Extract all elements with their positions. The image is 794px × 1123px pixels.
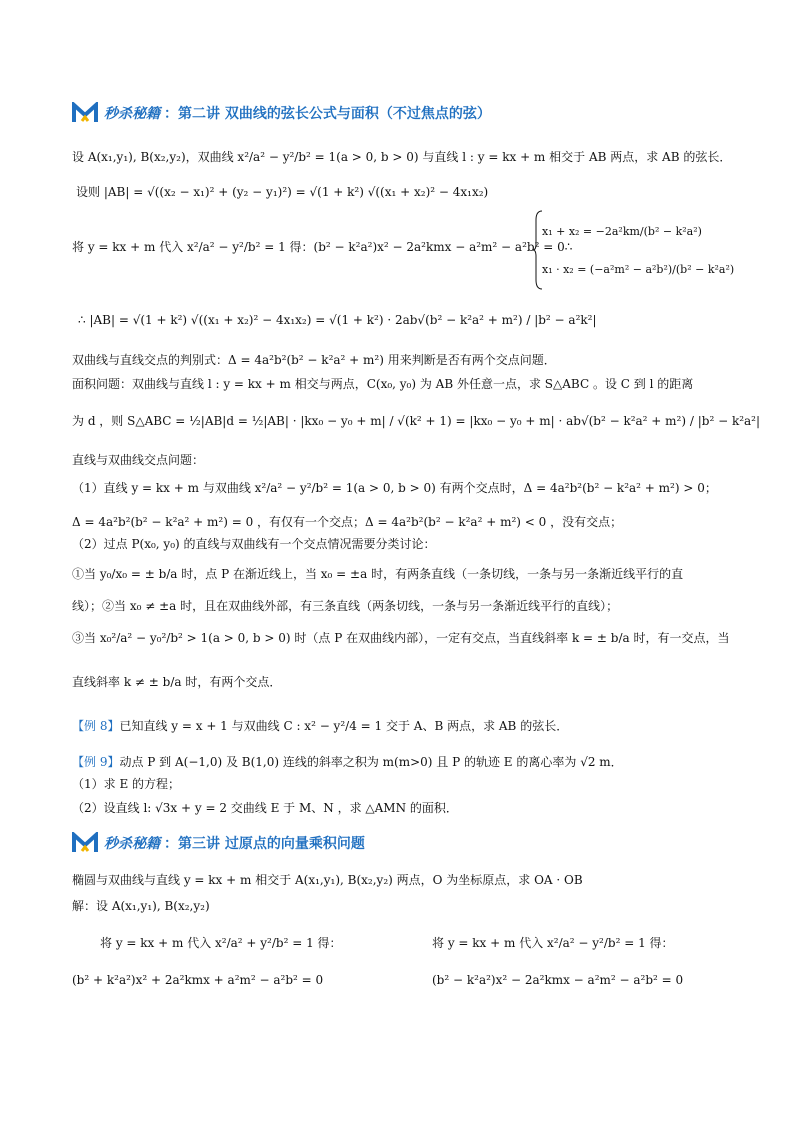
text-line: ③当 x₀²/a² − y₀²/b² > 1(a > 0, b > 0) 时（点 P 在双曲线内部），一定有交点，当直线斜率 k = ± b/a 时，有一交点，当 <box>72 631 730 645</box>
text-line: （1）直线 y = kx + m 与双曲线 x²/a² − y²/b² = 1(a > 0, b > 0) 有两个交点时，Δ = 4a²b²(b² − k²a² + m²) > 0； <box>72 481 717 495</box>
logo-icon <box>72 832 98 854</box>
text-line: (b² − k²a²)x² − 2a²kmx − a²m² − a²b² = 0 <box>432 973 684 987</box>
text-line: 双曲线与直线交点的判别式：Δ = 4a²b²(b² − k²a² + m²) 用来判断是否有两个交点问题． <box>72 353 556 367</box>
text-line: ①当 y₀/x₀ = ± b/a 时，点 P 在渐近线上，当 x₀ = ±a 时，有两条直线（一条切线，一条与另一条渐近线平行的直 <box>72 567 684 581</box>
text-line: 线）；②当 x₀ ≠ ±a 时，且在双曲线外部，有三条直线（两条切线，一条与另一条渐近线平行的直线）； <box>72 599 619 613</box>
text-line: 为 d ，则 S△ABC = ½|AB|d = ½|AB| · |kx₀ − y₀ + m| / √(k² + 1) = |kx₀ − y₀ + m| · ab√(b² − k²a² + m²) / |b² − k²a²| <box>72 414 761 428</box>
text-line: ∴ |AB| = √(1 + k²) √((x₁ + x₂)² − 4x₁x₂) = √(1 + k²) · 2ab√(b² − k²a² + m²) / |b² − a²k²| <box>78 313 597 327</box>
logo-icon <box>72 102 98 124</box>
example-tag: 【例 9】 <box>72 755 120 769</box>
question-1: （1）求 E 的方程； <box>72 777 181 791</box>
text-line: 直线斜率 k ≠ ± b/a 时，有两个交点． <box>72 675 282 689</box>
brace-icon <box>533 210 543 290</box>
section-title: 第二讲 双曲线的弦长公式与面积（不过焦点的弦） <box>178 106 491 122</box>
example-8 <box>72 718 568 734</box>
system-eq-2: x₁ · x₂ = (−a²m² − a²b²)/(b² − k²a²) <box>542 263 735 276</box>
text-line: 椭圆与双曲线与直线 y = kx + m 相交于 A(x₁,y₁), B(x₂,y₂) 两点，O 为坐标原点，求 OA · OB <box>72 873 583 887</box>
colon: ： <box>164 836 178 852</box>
text-line: 将 y = kx + m 代入 x²/a² − y²/b² = 1 得：(b² − k²a²)x² − 2a²kmx − a²m² − a²b² = 0∴ <box>72 240 573 254</box>
text-line: 将 y = kx + m 代入 x²/a² + y²/b² = 1 得： <box>100 936 342 950</box>
section-title: 第三讲 过原点的向量乘积问题 <box>178 836 365 852</box>
example-text: 已知直线 y = x + 1 与双曲线 C : x² − y²/4 = 1 交于 A、B 两点，求 AB 的弦长． <box>119 719 569 733</box>
text-line: 直线与双曲线交点问题： <box>72 453 205 467</box>
section-header-3 <box>72 830 365 856</box>
section-header-2 <box>72 100 491 126</box>
text-line: 解：设 A(x₁,y₁), B(x₂,y₂) <box>72 899 210 913</box>
text-line: （2）过点 P(x₀, y₀) 的直线与双曲线有一个交点情况需要分类讨论： <box>72 537 436 551</box>
question-2: （2）设直线 l: √3x + y = 2 交曲线 E 于 M、N ，求 △AMN 的面积． <box>72 801 458 815</box>
text-line: 面积问题：双曲线与直线 l : y = kx + m 相交与两点，C(x₀, y₀) 为 AB 外任意一点，求 S△ABC 。设 C 到 l 的距离 <box>72 377 694 391</box>
text-line: 将 y = kx + m 代入 x²/a² − y²/b² = 1 得： <box>432 936 674 950</box>
brand-label: 秒杀秘籍 <box>104 106 160 122</box>
system-eq-1: x₁ + x₂ = −2a²km/(b² − k²a²) <box>542 225 702 238</box>
example-9 <box>72 754 623 770</box>
colon: ： <box>164 106 178 122</box>
example-tag: 【例 8】 <box>72 719 120 733</box>
text-line: 设则 |AB| = √((x₂ − x₁)² + (y₂ − y₁)²) = √(1 + k²) √((x₁ + x₂)² − 4x₁x₂) <box>76 185 489 199</box>
example-text: 动点 P 到 A(−1,0) 及 B(1,0) 连线的斜率之积为 m(m>0) 且 P 的轨迹 E 的离心率为 √2 m． <box>119 755 623 769</box>
brand-label: 秒杀秘籍 <box>104 836 160 852</box>
text-line: (b² + k²a²)x² + 2a²kmx + a²m² − a²b² = 0 <box>72 973 324 987</box>
text-line: 设 A(x₁,y₁), B(x₂,y₂)，双曲线 x²/a² − y²/b² = 1(a > 0, b > 0) 与直线 l : y = kx + m 相交于 AB 两点，求 AB 的弦长． <box>72 150 732 164</box>
text-line: Δ = 4a²b²(b² − k²a² + m²) = 0 ，有仅有一个交点；Δ = 4a²b²(b² − k²a² + m²) < 0 ，没有交点； <box>72 515 623 529</box>
